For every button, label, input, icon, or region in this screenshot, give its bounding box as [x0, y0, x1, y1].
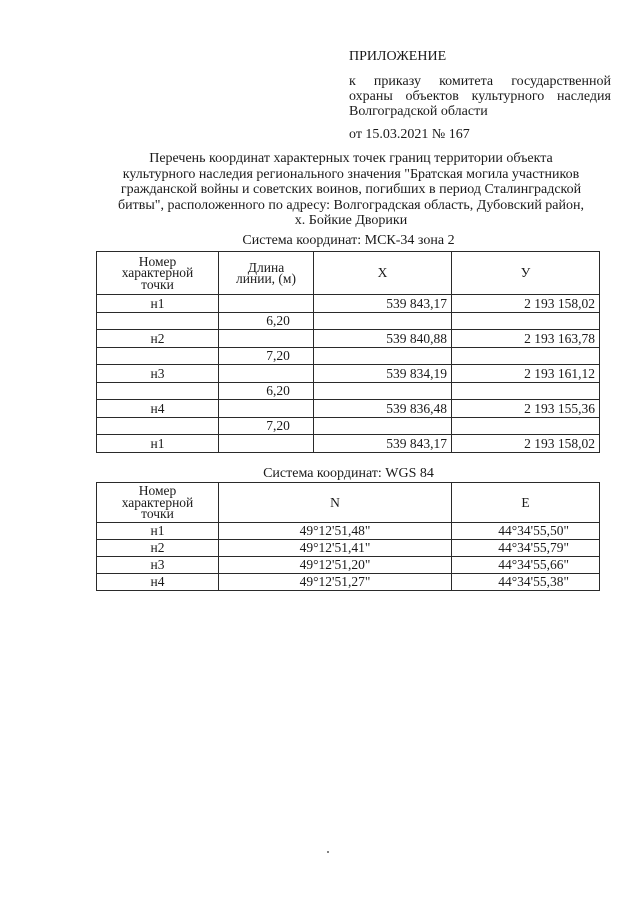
table-row [97, 435, 600, 453]
order-date: от 15.03.2021 № 167 [349, 127, 470, 142]
table-row [97, 523, 600, 540]
document-heading [92, 151, 610, 229]
table-row [97, 347, 600, 365]
heading-line-3: гражданской войны и советских воинов, погибших в период Сталинградской [120, 182, 582, 197]
wgs-header-row [97, 483, 600, 523]
msk-header-x: X [314, 252, 452, 295]
point-cell [97, 417, 219, 435]
y-cell: 2 193 155,36 [452, 400, 600, 418]
header-length-line-1: Длина [247, 259, 285, 275]
length-cell: 7,20 [219, 417, 314, 435]
point-cell: н3 [97, 365, 219, 383]
longitude-cell: 44°34'55,50" [452, 523, 600, 540]
point-cell: н4 [97, 400, 219, 418]
msk-header-point [97, 252, 219, 295]
msk-coordinates-table [96, 251, 600, 453]
table-row [97, 400, 600, 418]
wgs-header-n: N [219, 483, 452, 523]
header-length-line-2: линии, (м) [236, 271, 296, 286]
x-cell: 539 843,17 [314, 435, 452, 453]
table-row [97, 417, 600, 435]
y-cell [452, 312, 600, 330]
header-point-line-1: Номер [138, 253, 177, 269]
x-cell [314, 312, 452, 330]
table-row [97, 382, 600, 400]
header-point-line-2: характерной [121, 265, 194, 281]
wgs-coordinates-table [96, 482, 600, 591]
longitude-cell: 44°34'55,38" [452, 574, 600, 591]
header-point-line-2: характерной [121, 494, 194, 510]
x-cell [314, 347, 452, 365]
y-cell [452, 347, 600, 365]
table-row [97, 295, 600, 313]
latitude-cell: 49°12'51,27" [219, 574, 452, 591]
msk-header-y: У [452, 252, 600, 295]
longitude-cell: 44°34'55,66" [452, 557, 600, 574]
length-cell [219, 330, 314, 348]
wgs-table-caption: Система координат: WGS 84 [263, 466, 434, 481]
length-cell: 7,20 [219, 347, 314, 365]
order-line-1: к приказу комитета государственной [349, 74, 611, 89]
latitude-cell: 49°12'51,20" [219, 557, 452, 574]
point-cell: н1 [97, 435, 219, 453]
msk-header-row [97, 252, 600, 295]
point-cell [97, 347, 219, 365]
header-point-line-3: точки [141, 506, 174, 522]
point-cell: н1 [97, 295, 219, 313]
msk-table-caption: Система координат: МСК-34 зона 2 [242, 233, 455, 248]
x-cell [314, 382, 452, 400]
point-cell [97, 312, 219, 330]
latitude-cell: 49°12'51,48" [219, 523, 452, 540]
latitude-cell: 49°12'51,41" [219, 540, 452, 557]
y-cell [452, 417, 600, 435]
table-row [97, 330, 600, 348]
x-cell [314, 417, 452, 435]
length-cell [219, 295, 314, 313]
y-cell: 2 193 161,12 [452, 365, 600, 383]
table-row [97, 574, 600, 591]
wgs-header-point [97, 483, 219, 523]
point-cell: н1 [97, 523, 219, 540]
longitude-cell: 44°34'55,79" [452, 540, 600, 557]
point-cell [97, 382, 219, 400]
x-cell: 539 843,17 [314, 295, 452, 313]
y-cell: 2 193 163,78 [452, 330, 600, 348]
table-row [97, 540, 600, 557]
point-cell: н2 [97, 540, 219, 557]
length-cell [219, 400, 314, 418]
appendix-order-reference [349, 74, 611, 119]
msk-header-length [219, 252, 314, 295]
appendix-title: ПРИЛОЖЕНИЕ [349, 49, 447, 64]
order-line-2: охраны объектов культурного наследия [349, 89, 611, 104]
point-cell: н4 [97, 574, 219, 591]
header-point-line-3: точки [141, 276, 174, 292]
table-row [97, 312, 600, 330]
heading-line-4: битвы", расположенного по адресу: Волгоградская область, Дубовский район, [117, 197, 585, 213]
header-point-line-1: Номер [138, 483, 177, 499]
length-cell [219, 435, 314, 453]
wgs-header-e: E [452, 483, 600, 523]
y-cell [452, 382, 600, 400]
x-cell: 539 836,48 [314, 400, 452, 418]
point-cell: н3 [97, 557, 219, 574]
length-cell: 6,20 [219, 312, 314, 330]
heading-line-2: культурного наследия регионального значения "Братская могила участников [122, 166, 580, 182]
x-cell: 539 834,19 [314, 365, 452, 383]
y-cell: 2 193 158,02 [452, 295, 600, 313]
x-cell: 539 840,88 [314, 330, 452, 348]
heading-line-1: Перечень координат характерных точек границ территории объекта [149, 151, 553, 166]
order-line-3: Волгоградской области [349, 104, 488, 119]
heading-line-5: х. Бойкие Дворики [294, 213, 408, 228]
scan-speck [327, 851, 329, 853]
y-cell: 2 193 158,02 [452, 435, 600, 453]
point-cell: н2 [97, 330, 219, 348]
length-cell [219, 365, 314, 383]
length-cell: 6,20 [219, 382, 314, 400]
table-row [97, 365, 600, 383]
table-row [97, 557, 600, 574]
